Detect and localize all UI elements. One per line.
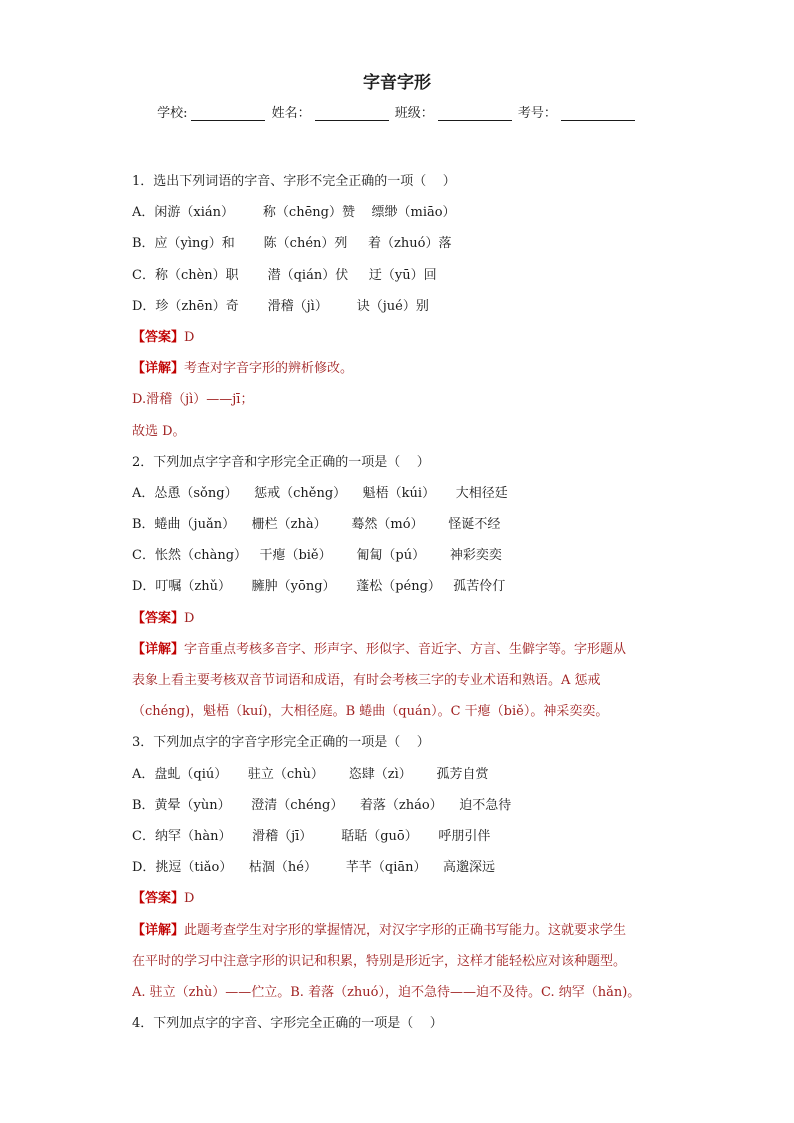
explanation-line <box>132 946 672 977</box>
option-text: D．珍（zhēn）奇 滑稽（jì） 诀（jué）别 <box>132 298 429 314</box>
explanation-tag: 【详解】 <box>132 641 185 657</box>
question-text: 4．下列加点字的字音、字形完全正确的一项是（ ） <box>132 1016 443 1032</box>
explanation-text: 考查对字音字形的辨析修改。 <box>184 361 354 377</box>
answer-line <box>132 883 672 914</box>
option-text: C．称（chèn）职 潜（qián）伏 迂（yū）回 <box>132 267 437 283</box>
option-text: D．挑逗（tiǎo） 枯涸（hé） 芊芊（qiān） 高邈深远 <box>132 860 496 876</box>
answer-option <box>132 790 672 821</box>
name-label: 姓名： <box>271 106 311 121</box>
explanation-text: 表象上看主要考核双音节词语和成语，有时会考核三字的专业术语和熟语。A 惩戒 <box>132 673 601 688</box>
explanation-line <box>132 634 672 665</box>
exam-number-label: 考号： <box>517 106 557 121</box>
explanation-line <box>132 665 672 696</box>
answer-tag: 【答案】 <box>132 891 185 907</box>
explanation-line <box>132 915 672 946</box>
question-stem <box>132 166 672 197</box>
answer-text: D <box>184 891 195 907</box>
student-info-line <box>0 102 794 121</box>
answer-option <box>132 852 672 883</box>
question-text: 3．下列加点字的字音字形完全正确的一项是（ ） <box>132 735 430 751</box>
option-text: A．怂恿（sǒng） 惩戒（chěng） 魁梧（kúi） 大相径廷 <box>132 485 508 501</box>
question-stem <box>132 727 672 758</box>
answer-option <box>132 197 672 228</box>
explanation-text: 此题考查学生对字形的掌握情况，对汉字字形的正确书写能力。这就要求学生 <box>184 922 627 938</box>
school-label: 学校: <box>157 106 188 121</box>
question-text: 1．选出下列词语的字音、字形不完全正确的一项（ ） <box>132 174 456 189</box>
answer-option <box>132 291 672 322</box>
answer-option <box>132 759 672 790</box>
explanation-text: 在平时的学习中注意字形的识记和积累，特别是形近字，这样才能轻松应对该种题型。 <box>132 953 627 969</box>
option-text: A．闲游（xián） 称（chēng）赞 缥缈（miāo） <box>132 205 456 221</box>
answer-text: D <box>184 610 195 626</box>
explanation-line <box>132 416 672 447</box>
answer-option <box>132 571 672 602</box>
option-text: C．怅然（chàng） 干瘪（biě） 匍匐（pú） 神彩奕奕 <box>132 548 502 564</box>
option-text: D．叮嘱（zhǔ） 臃肿（yōng） 蓬松（péng） 孤苦伶仃 <box>132 579 506 595</box>
name-blank <box>315 107 389 121</box>
question-text: 2．下列加点字字音和字形完全正确的一项是（ ） <box>132 454 430 470</box>
answer-tag: 【答案】 <box>132 329 185 345</box>
answer-line <box>132 603 672 634</box>
exam-number-blank <box>561 107 635 121</box>
explanation-line <box>132 384 672 415</box>
question-list <box>132 166 672 1039</box>
explanation-text: A. 驻立（zhù）——伫立。B. 着落（zhuó），迫不急待——迫不及待。C. 纳罕（hǎn)。 <box>132 984 641 1000</box>
explanation-text: （chéng)，魁梧（kuí)，大相径庭。B 蜷曲（quán）。C 干瘪（biě）。神采奕奕。 <box>132 704 609 720</box>
explanation-line <box>132 696 672 727</box>
class-label: 班级： <box>394 106 434 121</box>
answer-option <box>132 228 672 259</box>
option-text: B．蜷曲（juǎn） 栅栏（zhà） 蓦然（mó） 怪诞不经 <box>132 517 501 533</box>
answer-option <box>132 821 672 852</box>
school-blank <box>191 107 265 121</box>
answer-line <box>132 322 672 353</box>
option-text: A．盘虬（qiú） 驻立（chù） 恣肆（zì） 孤芳自赏 <box>132 766 489 782</box>
option-text: B．应（yìng）和 陈（chén）列 着（zhuó）落 <box>132 236 452 252</box>
answer-option <box>132 260 672 291</box>
explanation-text: D.滑稽（jì）——jī； <box>132 392 254 408</box>
answer-option <box>132 509 672 540</box>
explanation-text: 字音重点考核多音字、形声字、形似字、音近字、方言、生僻字等。字形题从 <box>184 641 627 657</box>
class-blank <box>438 107 512 121</box>
explanation-tag: 【详解】 <box>132 922 185 938</box>
question-stem <box>132 1008 672 1039</box>
answer-tag: 【答案】 <box>132 610 185 626</box>
answer-option <box>132 540 672 571</box>
explanation-text: 故选 D。 <box>132 423 186 439</box>
answer-text: D <box>184 329 195 345</box>
explanation-line <box>132 977 672 1008</box>
option-text: C．纳罕（hàn） 滑稽（jī） 聒聒（guō） 呼朋引伴 <box>132 828 491 844</box>
page-title: 字音字形 <box>363 73 431 93</box>
answer-option <box>132 478 672 509</box>
explanation-tag: 【详解】 <box>132 361 185 377</box>
explanation-line <box>132 353 672 384</box>
question-stem <box>132 447 672 478</box>
option-text: B．黄晕（yùn） 澄清（chéng） 着落（zháo） 迫不急待 <box>132 797 512 813</box>
